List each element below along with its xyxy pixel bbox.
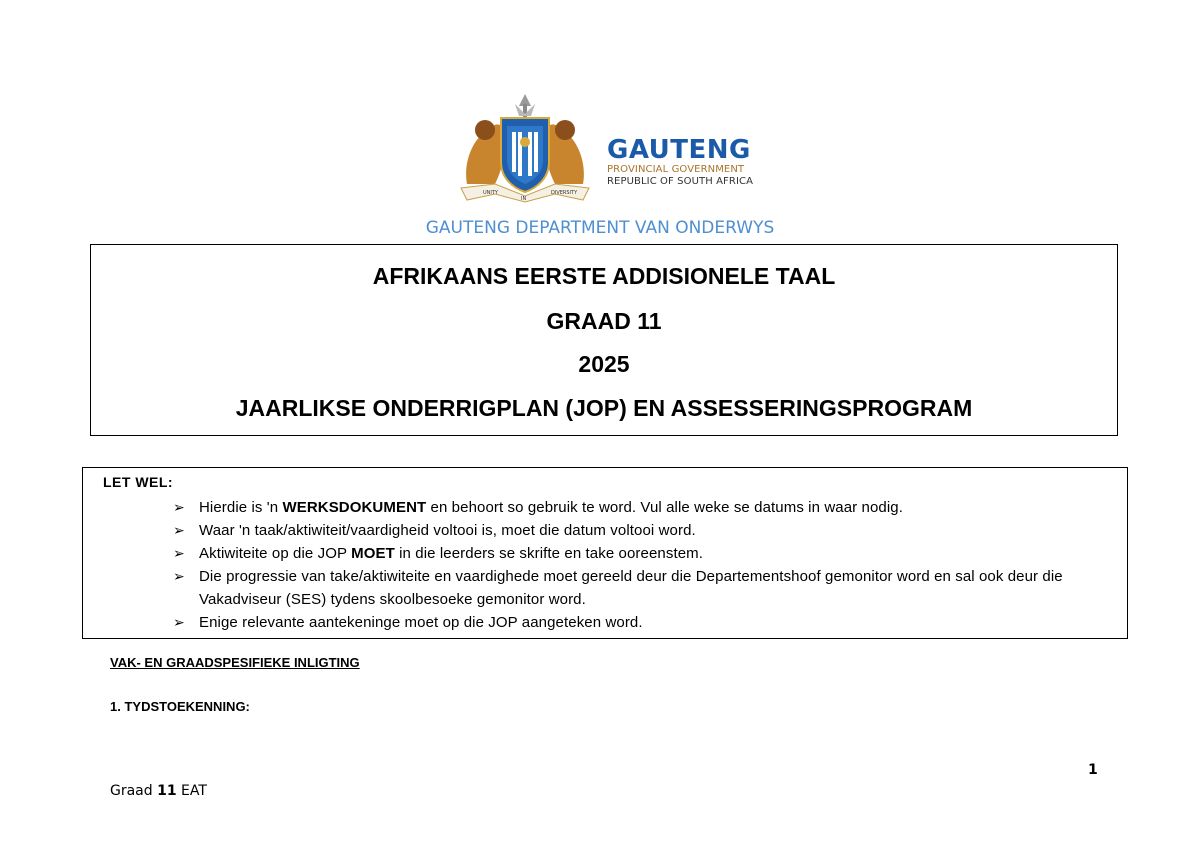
note-heading: LET WEL: — [103, 474, 174, 490]
crest-label-2: IN — [521, 196, 527, 202]
note-list — [173, 496, 1113, 634]
crest-label-3: DIVERSITY — [551, 190, 578, 196]
arrow-bullet-icon: ➢ — [173, 499, 185, 515]
time-allocation-heading: 1. TYDSTOEKENNING: — [110, 699, 250, 714]
list-item: ➢ Die progressie van take/aktiwiteite en vaardighede moet gereeld deur die Departementshoof gemonitor word en sal ook deur die Vakadviseur (SES) tydens skoolbesoeke gemonitor word. — [173, 565, 1113, 611]
logo-subtitle-republic: REPUBLIC OF SOUTH AFRICA — [607, 176, 754, 187]
list-item: ➢ Waar 'n taak/aktiwiteit/vaardigheid voltooi is, moet die datum voltooi word. — [173, 519, 1113, 542]
list-item: ➢ Enige relevante aantekeninge moet op die JOP aangeteken word. — [173, 611, 1113, 634]
department-heading: GAUTENG DEPARTMENT VAN ONDERWYS — [425, 218, 775, 238]
arrow-bullet-icon: ➢ — [173, 568, 185, 584]
title-box — [90, 244, 1118, 436]
year-title: 2025 — [578, 351, 630, 377]
gauteng-logo — [455, 92, 755, 204]
arrow-bullet-icon: ➢ — [173, 522, 185, 538]
list-item: ➢ Aktiwiteite op die JOP MOET in die leerders se skrifte en take ooreenstem. — [173, 542, 1113, 565]
footer: Graad 11 EAT — [110, 783, 207, 799]
crest-label-1: UNITY — [483, 190, 498, 196]
note-box — [82, 467, 1128, 639]
logo-name: GAUTENG — [607, 135, 751, 165]
arrow-bullet-icon: ➢ — [173, 614, 185, 630]
logo-subtitle-provincial: PROVINCIAL GOVERNMENT — [607, 164, 745, 175]
arrow-bullet-icon: ➢ — [173, 545, 185, 561]
grade-title: GRAAD 11 — [546, 308, 662, 334]
page-number: 1 — [1088, 762, 1098, 778]
section-title: VAK- EN GRAADSPESIFIEKE INLIGTING — [110, 655, 360, 670]
subject-title: AFRIKAANS EERSTE ADDISIONELE TAAL — [372, 263, 836, 289]
plan-title: JAARLIKSE ONDERRIGPLAN (JOP) EN ASSESSERINGSPROGRAM — [235, 395, 973, 421]
list-item: ➢ Hierdie is 'n WERKSDOKUMENT en behoort so gebruik te word. Vul alle weke se datums in waar nodig. — [173, 496, 1113, 519]
logo-text — [607, 136, 753, 188]
coat-of-arms-icon — [455, 92, 595, 204]
